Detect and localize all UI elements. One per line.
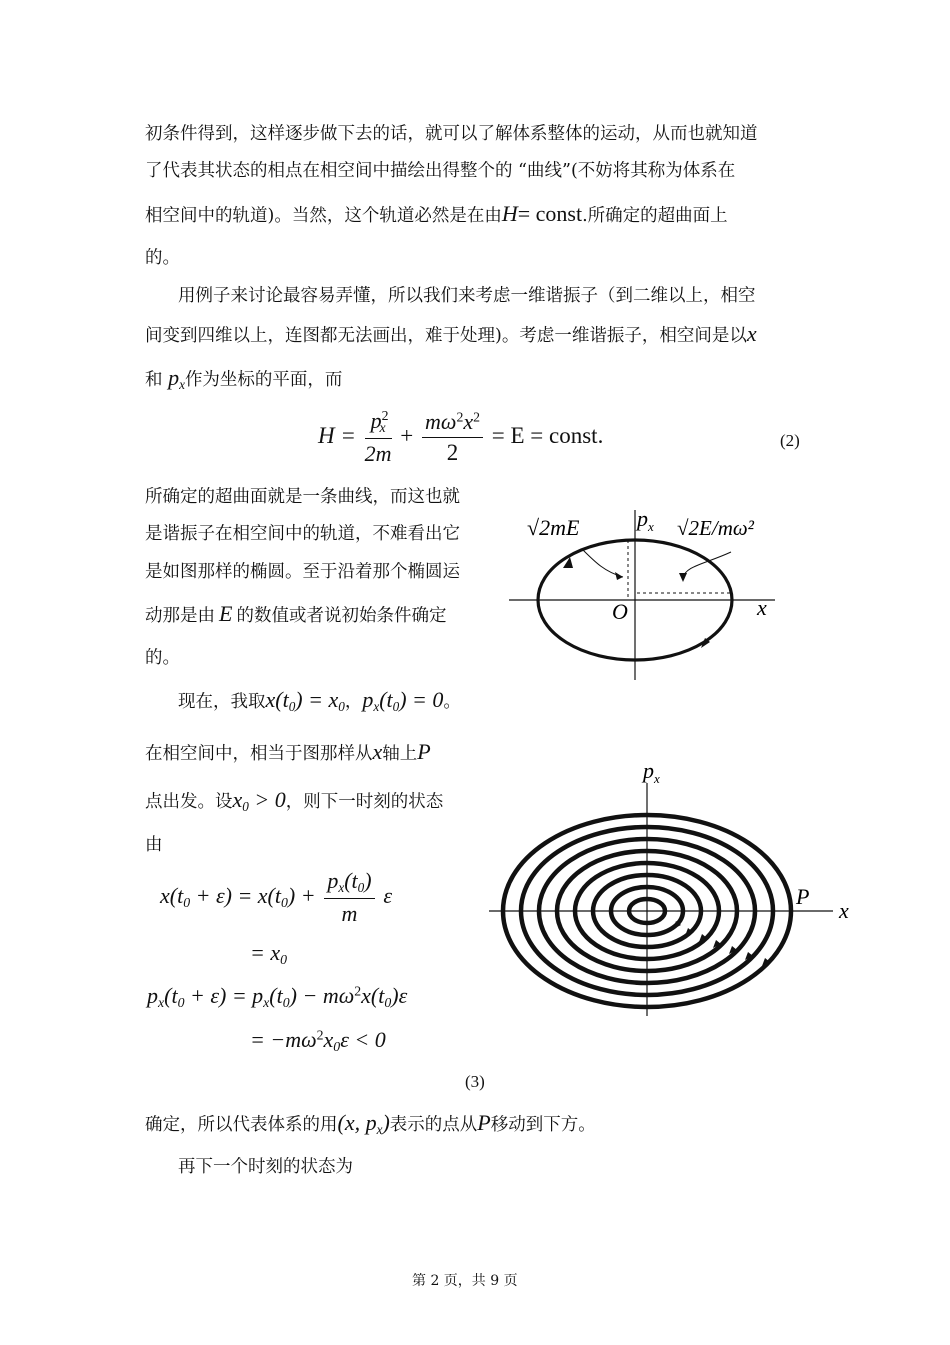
paragraph-line bbox=[145, 201, 728, 229]
fraction: $\frac{p_x(t_0)}{m}$ bbox=[324, 868, 374, 927]
paragraph-line: 是谐振子在相空间中的轨道，不难看出它 bbox=[145, 524, 460, 544]
label-x: x bbox=[839, 898, 849, 923]
phase-ellipse-figure bbox=[505, 502, 805, 682]
math-E: E bbox=[219, 601, 233, 626]
equation-3-line1: $x(t_0 + \varepsilon) = x(t_0)$ + $\frac{p_x(t_0)}{m}$ ε bbox=[160, 868, 392, 926]
equation-3-line3: $p_x(t_0 + \varepsilon) = p_x(t_0) - m\omega^2x(t_0)\varepsilon$ bbox=[147, 983, 408, 1011]
text-run: 和 bbox=[145, 370, 163, 390]
paragraph-line: 的。 bbox=[145, 248, 180, 268]
label-2E-mw2: √2E/mω² bbox=[677, 516, 754, 540]
text-run: 表示的点从 bbox=[389, 1115, 478, 1135]
fraction: $\frac{p^2_x}{2m}$ bbox=[364, 408, 392, 467]
eq2-lhs: H = bbox=[318, 422, 356, 448]
arrow-icon bbox=[615, 572, 623, 580]
paragraph-line bbox=[145, 1110, 596, 1143]
label-2mE: √2mE bbox=[527, 515, 580, 540]
paragraph-line bbox=[145, 787, 443, 820]
label-P: P bbox=[796, 884, 810, 909]
paragraph-line: 用例子来讨论最容易弄懂，所以我们来考虑一维谐振子（到二维以上，相空 bbox=[178, 286, 756, 306]
math-P: P bbox=[477, 1110, 491, 1135]
eq2-plus: + bbox=[400, 422, 414, 448]
text-run: 确定，所以代表体系的用 bbox=[145, 1115, 338, 1135]
math-x: x bbox=[372, 739, 383, 764]
text-run: 动那是由 bbox=[145, 606, 215, 626]
eq2-rhs: = E = const bbox=[491, 422, 598, 448]
paragraph-line: 由 bbox=[145, 835, 163, 855]
pointer-line bbox=[583, 550, 623, 577]
equation-number: (2) bbox=[780, 431, 800, 450]
page-footer: 第 2 页，共 9 页 bbox=[412, 1273, 518, 1289]
text-run: 。 bbox=[443, 692, 461, 712]
label-px: $p_x$ bbox=[637, 506, 654, 534]
math-px-t0: $p_x(t_0) = 0$ bbox=[362, 687, 444, 714]
fraction: $\frac{m\omega^2x^2}{2}$ bbox=[422, 409, 483, 466]
arrow-icon bbox=[679, 573, 687, 582]
label-x: x bbox=[757, 595, 767, 620]
text-run: 间变到四维以上，连图都无法画出，难于处理)。考虑一维谐振子，相空间是以 bbox=[145, 326, 747, 346]
paragraph-line: 的。 bbox=[145, 648, 180, 668]
paragraph-line: 了代表其状态的相点在相空间中描绘出得整个的 “曲线”(不妨将其称为体系在 bbox=[145, 161, 736, 181]
equation-3-line2: = $x_0$ bbox=[250, 940, 288, 968]
paragraph-line bbox=[145, 739, 431, 767]
text-run: 点出发。设 bbox=[145, 792, 233, 812]
math-x0-gt0: $x_0 > 0$ bbox=[232, 787, 286, 814]
text-run: 轴上 bbox=[382, 744, 418, 764]
math-x-px: (x, $p_x$) bbox=[337, 1110, 390, 1137]
text-run: 相空间中的轨道)。当然，这个轨道必然是在由 bbox=[145, 206, 502, 226]
label-origin: O bbox=[612, 599, 628, 624]
phase-spiral-figure bbox=[485, 758, 860, 1020]
equation-3-line4: = $-m\omega^2x_0\varepsilon < 0$ bbox=[250, 1027, 386, 1055]
text-run: ， bbox=[344, 692, 363, 712]
math-px: $p_x$ bbox=[168, 365, 185, 392]
math-x-t0: $x(t_0) = x_0$ bbox=[265, 687, 345, 714]
text-run: 的数值或者说初始条件确定 bbox=[236, 606, 447, 626]
text-run: 移动到下方。 bbox=[490, 1115, 596, 1135]
paragraph-line: 再下一个时刻的状态为 bbox=[178, 1157, 353, 1177]
text-run: .所确定的超曲面上 bbox=[582, 206, 728, 226]
eq2-period: . bbox=[597, 422, 604, 448]
paragraph-line bbox=[145, 601, 446, 629]
paragraph-line: 是如图那样的椭圆。至于沿着那个椭圆运 bbox=[145, 562, 460, 582]
paragraph-line bbox=[178, 687, 461, 720]
label-px: $p_x$ bbox=[643, 758, 660, 786]
text-run: 现在，我取 bbox=[178, 692, 266, 712]
paragraph-line bbox=[145, 321, 757, 349]
math-P: P bbox=[417, 739, 431, 764]
math-x: x bbox=[746, 321, 757, 346]
equation-number: (3) bbox=[465, 1072, 485, 1091]
text-run: 在相空间中，相当于图那样从 bbox=[145, 744, 373, 764]
paragraph-line bbox=[145, 365, 342, 398]
paragraph-line: 初条件得到，这样逐步做下去的话，就可以了解体系整体的运动，从而也就知道 bbox=[145, 124, 758, 144]
math-const: = const bbox=[517, 201, 583, 226]
text-run: ，则下一时刻的状态 bbox=[285, 792, 444, 812]
text-run: 作为坐标的平面，而 bbox=[184, 370, 343, 390]
math-H: H bbox=[501, 201, 518, 226]
paragraph-line: 所确定的超曲面就是一条曲线，而这也就 bbox=[145, 487, 460, 507]
equation-2 bbox=[318, 408, 603, 467]
